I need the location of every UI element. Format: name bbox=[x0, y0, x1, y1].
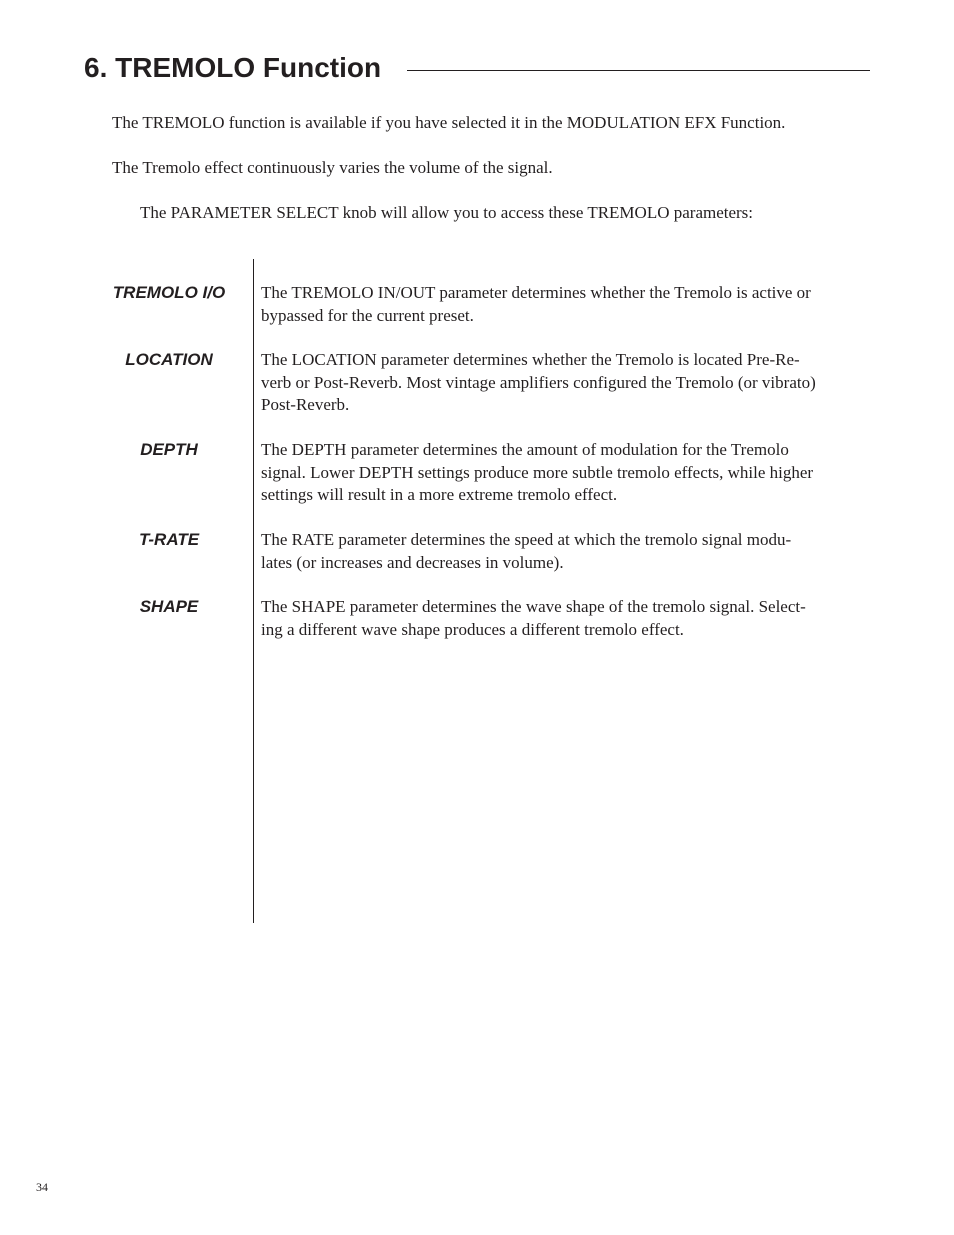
column-divider bbox=[253, 259, 254, 923]
param-desc-line: The LOCATION parameter determines whether the Tremolo is located Pre-Re- bbox=[261, 350, 800, 369]
section-header bbox=[84, 48, 870, 88]
param-desc-tremolo-io bbox=[261, 282, 873, 327]
intro-paragraph-availability: The TREMOLO function is available if you have selected it in the MODULATION EFX Function. bbox=[112, 113, 786, 132]
param-desc-line: The RATE parameter determines the speed at which the tremolo signal modu- bbox=[261, 530, 792, 549]
param-desc-line: Post-Reverb. bbox=[261, 395, 350, 414]
param-label-depth: DEPTH bbox=[140, 440, 198, 459]
param-desc-line: bypassed for the current preset. bbox=[261, 305, 474, 325]
param-desc-depth bbox=[261, 439, 873, 507]
param-label-t-rate: T-RATE bbox=[138, 530, 200, 549]
intro-paragraph-parameter-select: The PARAMETER SELECT knob will allow you to access these TREMOLO parameters: bbox=[140, 203, 754, 222]
param-desc-line: settings will result in a more extreme tremolo effect. bbox=[261, 485, 618, 504]
intro-paragraph-description: The Tremolo effect continuously varies the volume of the signal. bbox=[112, 158, 553, 177]
param-label-location: LOCATION bbox=[125, 350, 213, 369]
param-desc-line: signal. Lower DEPTH settings produce more subtle tremolo effects, while higher bbox=[261, 462, 814, 482]
param-desc-line: lates (or increases and decreases in volume). bbox=[261, 552, 564, 572]
heading-rule bbox=[407, 70, 870, 71]
param-desc-line: The TREMOLO IN/OUT parameter determines whether the Tremolo is active or bbox=[261, 283, 811, 302]
param-desc-line: verb or Post-Reverb. Most vintage amplifiers configured the Tremolo (or vibrato) bbox=[261, 372, 816, 392]
param-desc-shape bbox=[261, 596, 873, 641]
param-label-tremolo-io: TREMOLO I/O bbox=[112, 283, 226, 302]
param-label-shape: SHAPE bbox=[139, 597, 199, 616]
param-desc-line: ing a different wave shape produces a different tremolo effect. bbox=[261, 619, 684, 639]
page-number: 34 bbox=[36, 1180, 48, 1194]
param-desc-location bbox=[261, 349, 873, 417]
param-desc-t-rate bbox=[261, 529, 873, 574]
param-desc-line: The DEPTH parameter determines the amount of modulation for the Tremolo bbox=[261, 440, 789, 459]
param-desc-line: The SHAPE parameter determines the wave shape of the tremolo signal. Select- bbox=[261, 597, 806, 616]
section-title: 6. TREMOLO Function bbox=[84, 52, 382, 83]
